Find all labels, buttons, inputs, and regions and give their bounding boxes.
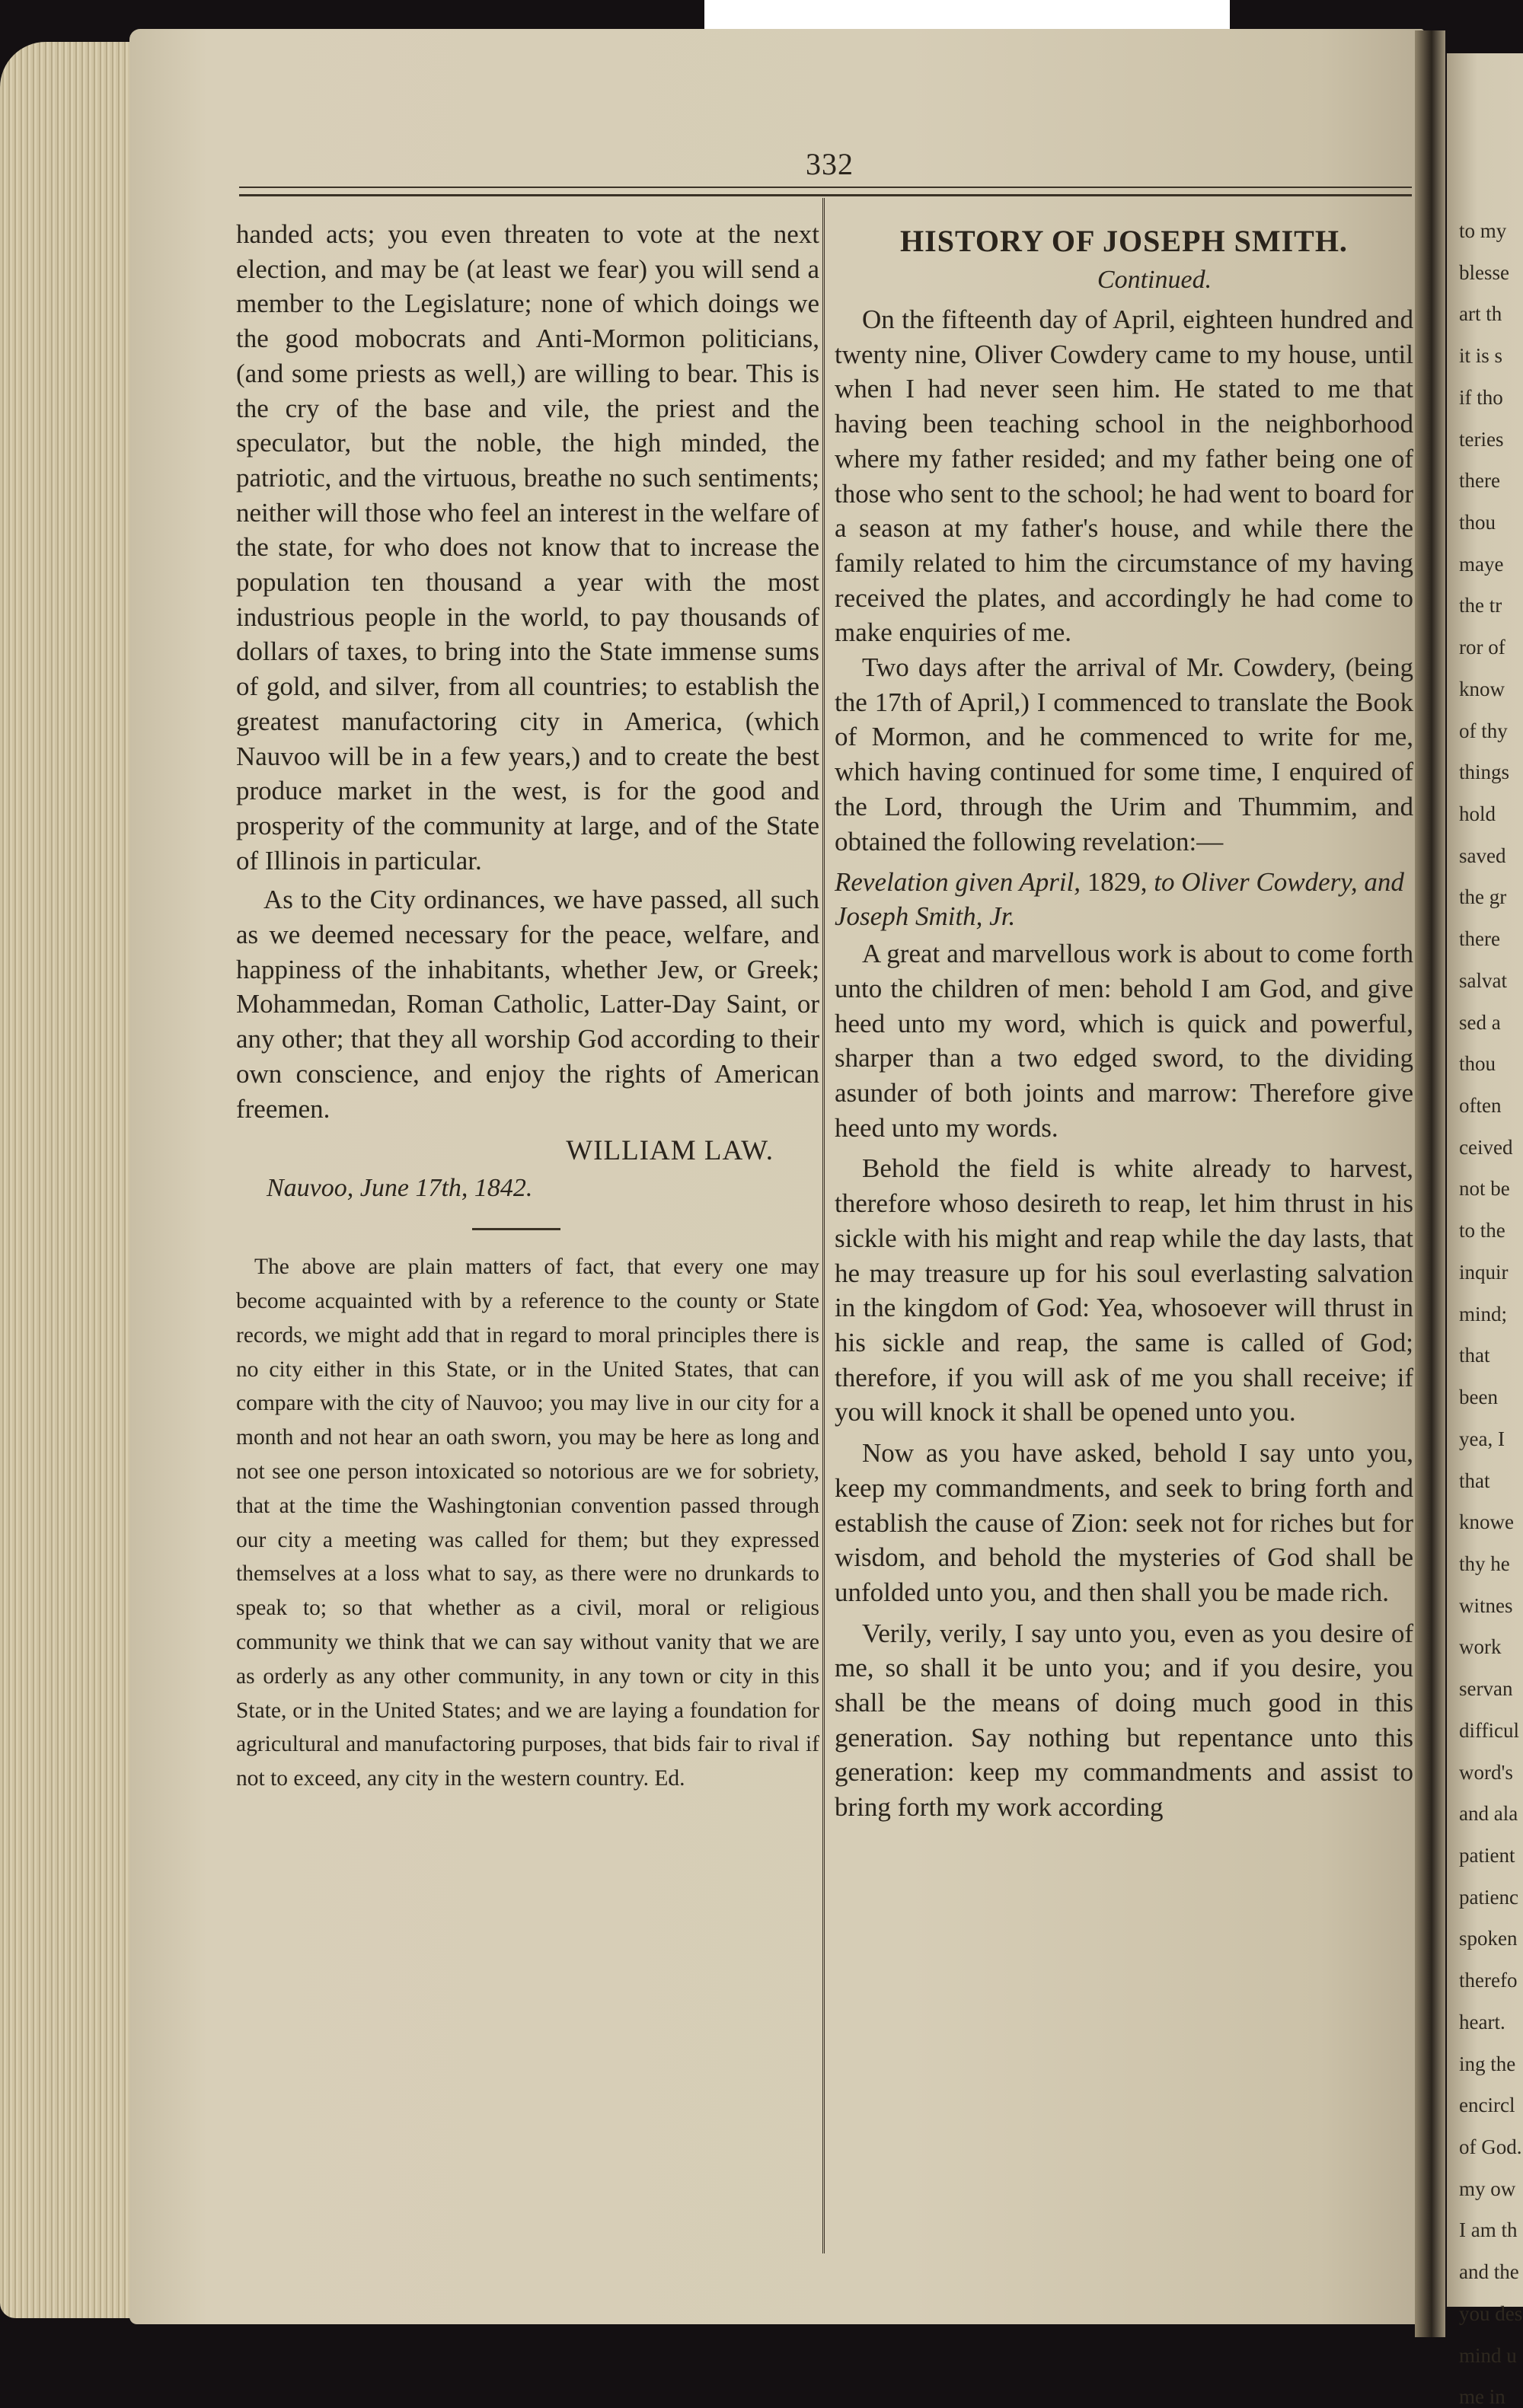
facing-page-fragment: and the xyxy=(1459,2260,1519,2283)
revelation-paragraph: Verily, verily, I say unto you, even as you desire of me, so shall it be unto you; and if you desire, you shall be the means of doing much good in this generation. Say nothing but repentance unto this generation: keep my commandments and assist to bring forth my work according xyxy=(835,1618,1413,1823)
page-number: 332 xyxy=(806,147,854,181)
column-divider xyxy=(822,198,825,2253)
header-rule xyxy=(239,187,1412,196)
section-rule xyxy=(472,1228,560,1230)
letter-paragraph: handed acts; you even threaten to vote at the next election, and may be (at least we fear) you will send a member to the Legislature; none of which doings we the good mobocrats and Anti-Mormon politicians, (and some priests as well,) are willing to bear. This is the cry of the base and vile, the priest and the speculator, but the noble, the high minded, the patriotic, and the virtuous, breathe no such sentiments; neither will those who feel an interest in the welfare of the state, for who does not know that to increase the population ten thousand a year with the most industrious people in the world, to pay thousands of dollars of taxes, to bring into the State immense sums of gold, and silver, from all countries; to establish the greatest manufactoring city in America, (which Nauvoo will be in a few years,) and to create the best produce market in the west, is for the good and prosperity of the community at large, and of the State of Illinois in particular. xyxy=(236,219,819,875)
facing-page-fragment: ceived xyxy=(1459,1136,1513,1159)
facing-page-fragment: patienc xyxy=(1459,1886,1518,1909)
facing-page-fragment: there xyxy=(1459,469,1500,492)
facing-page-fragment: been xyxy=(1459,1386,1498,1408)
facing-page-fragment: therefo xyxy=(1459,1969,1518,1992)
history-paragraph: On the fifteenth day of April, eighteen hundred and twenty nine, Oliver Cowdery came to my house, until when I had never seen him. He stated to me that having been teaching school in the neighborhood where my father resided; and my father being one of those who sent to the school; he had went to board for a season at my father's house, and while there the family related to him the circumstance of my having received the plates, and accordingly he had come to make enquiries of me. xyxy=(835,305,1413,648)
facing-page-fragment: if tho xyxy=(1459,386,1503,409)
facing-page-fragment: me in xyxy=(1459,2385,1505,2408)
revelation-heading-year: 1829, xyxy=(1087,867,1148,898)
facing-page-fragment: and ala xyxy=(1459,1802,1518,1825)
facing-page-fragment: the gr xyxy=(1459,885,1507,908)
facing-page-fragment: servan xyxy=(1459,1677,1513,1700)
facing-page-fragment: of thy xyxy=(1459,719,1508,742)
facing-page-fragment: hold xyxy=(1459,802,1496,825)
facing-page-fragment: to the xyxy=(1459,1219,1505,1242)
facing-page-fragment: yea, I xyxy=(1459,1427,1505,1450)
facing-page-fragment: saved xyxy=(1459,844,1506,867)
editor-note: The above are plain matters of fact, that every one may become acquainted with by a reference to the county or State records, we might add that in regard to moral principles there is no city either in this State, or in the United States, that can compare with the city of Nauvoo; you may live in our city for a month and not hear an oath sworn, you may be here as long and not see one person intoxicated so notorious are we for sobriety, that at the time the Washingtonian convention passed through our city a meeting was called for them; but they expressed themselves at a loss what to say, as there were no drunkards to speak to; so that whether as a civil, moral or religious community we think that we can say without vanity that we are as orderly as any other community, in any town or city in this State, or in the United States; and we are laying a foundation for agricultural and manufactoring purposes, that bids fair to rival if not to exceed, any city in the western country. Ed. xyxy=(236,1255,819,1791)
revelation-paragraph: A great and marvellous work is about to come forth unto the children of men: behold I am God, and give heed unto my word, which is quick and powerful, sharper than a two edged sword, to the dividing asunder of both joints and marrow: Therefore give heed unto my words. xyxy=(835,939,1413,1143)
facing-page-fragment: I am th xyxy=(1459,2218,1518,2241)
facing-page-fragment: that xyxy=(1459,1469,1490,1492)
revelation-heading-part1: Revelation given April, xyxy=(835,867,1081,898)
facing-page-fragment: there xyxy=(1459,927,1500,950)
facing-page-fragment: to my xyxy=(1459,219,1507,242)
revelation-heading xyxy=(835,865,1413,933)
facing-page-fragment: difficul xyxy=(1459,1719,1519,1742)
article-title: HISTORY OF JOSEPH SMITH. xyxy=(900,224,1348,258)
facing-page xyxy=(1447,53,1523,2408)
facing-page-fragment: blesse xyxy=(1459,261,1509,284)
facing-page-fragment: work xyxy=(1459,1635,1502,1658)
facing-page-fragment: sed a xyxy=(1459,1011,1501,1034)
facing-page-fragment: witnes xyxy=(1459,1594,1513,1617)
facing-page-fragment: mind; xyxy=(1459,1303,1508,1325)
facing-page-fragment: teries xyxy=(1459,428,1504,451)
facing-page-fragment: the tr xyxy=(1459,594,1502,617)
article-subtitle: Continued. xyxy=(1097,266,1212,294)
facing-page-fragment: ror of xyxy=(1459,636,1505,659)
facing-page-fragment: spoken xyxy=(1459,1927,1518,1950)
facing-page-fragment: art th xyxy=(1459,302,1502,325)
revelation-paragraph: Now as you have asked, behold I say unto you, keep my commandments, and seek to bring forth and establish the cause of Zion: seek not for riches but for wisdom, and behold the mysteries of God shall be unfolded unto you, and then shall you be made rich. xyxy=(835,1438,1413,1607)
right-column xyxy=(835,217,1413,1825)
facing-page-fragment: inquir xyxy=(1459,1261,1509,1284)
letter-paragraph: As to the City ordinances, we have passed, all such as we deemed necessary for the peace, welfare, and happiness of the inhabitants, whether Jew, or Greek; Mohammedan, Roman Catholic, Latter-Day Saint, or any other; that they all worship God according to their own conscience, and enjoy the rights of American freemen. xyxy=(236,885,819,1124)
facing-page-fragment: not be xyxy=(1459,1177,1510,1200)
facing-page-fragment: of God. xyxy=(1459,2135,1522,2158)
facing-page-fragment: maye xyxy=(1459,553,1504,576)
facing-page-fragment: my ow xyxy=(1459,2177,1516,2200)
facing-page-fragment: salvat xyxy=(1459,969,1507,992)
revelation-heading-part2: to Oliver Cowdery, and Joseph Smith, Jr. xyxy=(835,867,1404,932)
facing-page-fragment: thou xyxy=(1459,511,1496,534)
facing-page-fragment: it is s xyxy=(1459,344,1503,367)
facing-page-fragment: mind u xyxy=(1459,2344,1517,2367)
dateline: Nauvoo, June 17th, 1842. xyxy=(267,1174,533,1203)
facing-page-fragment: that xyxy=(1459,1344,1490,1367)
facing-page-fragment: thy he xyxy=(1459,1552,1510,1575)
revelation-paragraph: Behold the field is white already to harvest, therefore whoso desireth to reap, let him thrust in his sickle with his might and reap while the day lasts, that he may treasure up for his soul everlasting salvation in the kingdom of God: Yea, whosoever will thrust in his sickle and reap, the same is called of God; therefore, if you will ask of me you shall receive; if you will knock it shall be opened unto you. xyxy=(835,1153,1413,1427)
signature: WILLIAM LAW. xyxy=(566,1135,774,1167)
facing-page-fragment: heart. xyxy=(1459,2011,1505,2033)
book-gutter xyxy=(1415,30,1445,2337)
history-paragraph: Two days after the arrival of Mr. Cowdery, (being the 17th of April,) I commenced to translate the Book of Mormon, and he commenced to write for me, which having continued for some time, I enquired of the Lord, through the Urim and Thummim, and obtained the following revelation:— xyxy=(835,652,1413,856)
facing-page-fragment: ing the xyxy=(1459,2052,1516,2075)
facing-page-fragment: patient xyxy=(1459,1844,1515,1867)
facing-page-fragment: know xyxy=(1459,678,1505,700)
facing-page-fragment: thou xyxy=(1459,1052,1496,1075)
left-column xyxy=(236,217,819,1796)
facing-page-fragment: encircl xyxy=(1459,2094,1515,2116)
facing-page-fragment: often xyxy=(1459,1094,1502,1117)
facing-page-fragment: you des xyxy=(1459,2302,1523,2325)
facing-page-fragment: word's xyxy=(1459,1761,1513,1784)
facing-page-fragment: knowe xyxy=(1459,1510,1514,1533)
facing-page-fragment: things xyxy=(1459,761,1510,783)
